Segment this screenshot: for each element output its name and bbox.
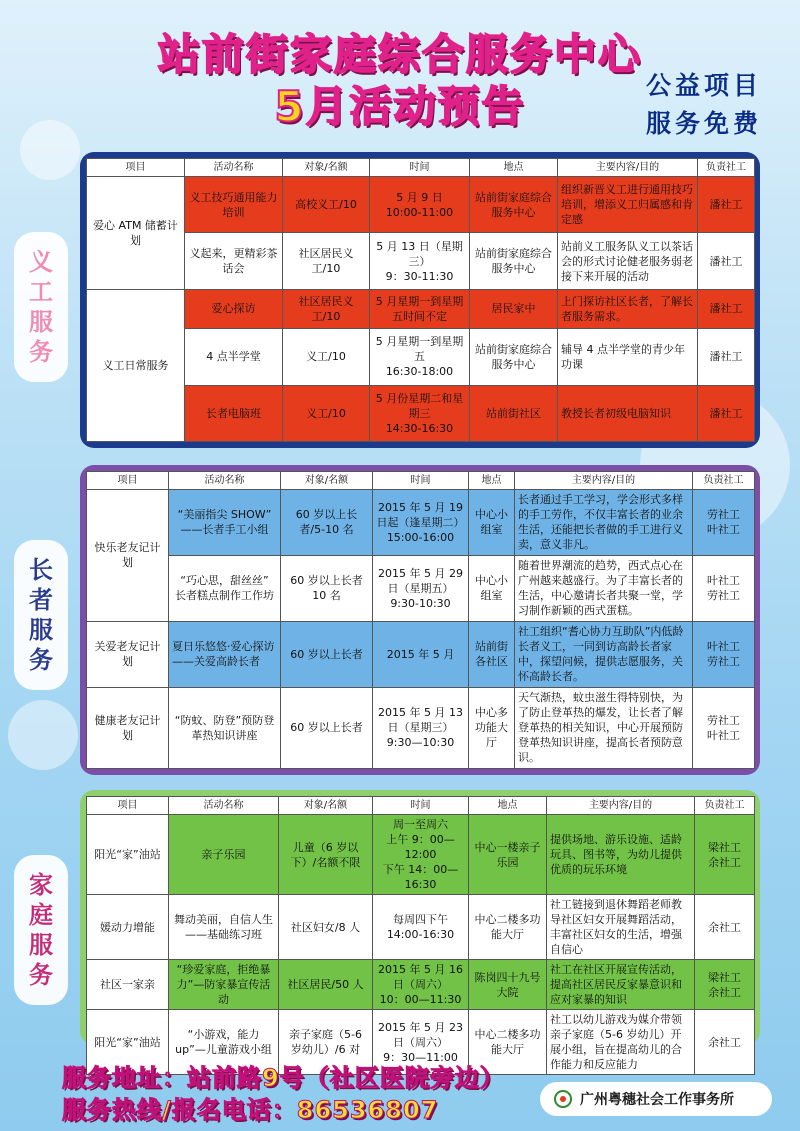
staff-cell: 梁社工 余社工 bbox=[695, 815, 755, 895]
table-row bbox=[87, 385, 755, 441]
place-cell: 中心小组室 bbox=[469, 555, 515, 621]
activity-cell: 舞动美丽，自信人生 ——基础练习班 bbox=[169, 895, 279, 960]
service-hotline: 服务热线/报名电话：86536807 bbox=[62, 1096, 439, 1124]
header-staff: 负责社工 bbox=[693, 472, 755, 490]
staff-cell: 潘社工 bbox=[698, 233, 755, 289]
table-header-row bbox=[87, 797, 755, 815]
target-cell: 社区居民义工/10 bbox=[283, 289, 370, 328]
place-cell: 中心小组室 bbox=[469, 490, 515, 556]
time-cell: 2015 年 5 月 16 日（周六） 10：00—11:30 bbox=[373, 960, 469, 1010]
activity-cell: “巧心思，甜丝丝” 长者糕点制作工作坊 bbox=[169, 555, 281, 621]
project-cell: 义工日常服务 bbox=[87, 289, 185, 441]
content-cell: 站前义工服务队义工以茶话会的形式讨论健老服务弱老接下来开展的活动 bbox=[558, 233, 698, 289]
organization-badge bbox=[540, 1082, 772, 1116]
target-cell: 社区居民/50 人 bbox=[279, 960, 373, 1010]
staff-cell: 潘社工 bbox=[698, 177, 755, 233]
target-cell: 义工/10 bbox=[283, 329, 370, 385]
place-cell: 站前街家庭综合服务中心 bbox=[470, 233, 558, 289]
project-cell: 媛动力增能 bbox=[87, 895, 169, 960]
activity-cell: 长者电脑班 bbox=[185, 385, 283, 441]
header-content: 主要内容/目的 bbox=[547, 797, 695, 815]
project-cell: 社区一家亲 bbox=[87, 960, 169, 1010]
activity-cell: 夏日乐悠悠·爱心探访 ——关爱高龄长者 bbox=[169, 621, 281, 687]
table-row bbox=[87, 687, 755, 768]
header-target: 对象/名额 bbox=[281, 472, 373, 490]
project-cell: 健康老友记计划 bbox=[87, 687, 169, 768]
content-cell: 天气渐热，蚊虫滋生得特别快，为了防止登革热的爆发，让长者了解登革热的相关知识，中心开展预防登革热知识讲座，提高长者预防意识。 bbox=[515, 687, 693, 768]
target-cell: 高校义工/10 bbox=[283, 177, 370, 233]
place-cell: 站前街家庭综合服务中心 bbox=[470, 329, 558, 385]
time-cell: 周一至周六 上午 9：00—12:00 下午 14：00—16:30 bbox=[373, 815, 469, 895]
target-cell: 60 岁以上长者 bbox=[281, 621, 373, 687]
family-table bbox=[86, 796, 755, 1075]
time-cell: 2015 年 5 月 23 日（周六） 9：30—11:00 bbox=[373, 1010, 469, 1075]
staff-cell: 叶社工 劳社工 bbox=[693, 555, 755, 621]
time-cell: 5 月星期一到星期五时间不定 bbox=[370, 289, 470, 328]
table-row bbox=[87, 960, 755, 1010]
time-cell: 2015 年 5 月 29 日（星期五） 9:30-10:30 bbox=[373, 555, 469, 621]
activity-cell: 义起来，更精彩茶话会 bbox=[185, 233, 283, 289]
staff-cell: 潘社工 bbox=[698, 289, 755, 328]
activity-cell: 亲子乐园 bbox=[169, 815, 279, 895]
service-address: 服务地址：站前路9号（社区医院旁边） bbox=[62, 1064, 505, 1092]
place-cell: 居民家中 bbox=[470, 289, 558, 328]
volunteer-table bbox=[86, 158, 755, 442]
header-place: 地点 bbox=[469, 472, 515, 490]
table-row bbox=[87, 621, 755, 687]
header-project: 项目 bbox=[87, 797, 169, 815]
org-logo-icon bbox=[554, 1090, 572, 1108]
header-place: 地点 bbox=[470, 159, 558, 177]
target-cell: 亲子家庭（5-6 岁幼儿）/6 对 bbox=[279, 1010, 373, 1075]
place-cell: 站前街家庭综合服务中心 bbox=[470, 177, 558, 233]
time-cell: 2015 年 5 月 19 日起（逢星期二） 15:00-16:00 bbox=[373, 490, 469, 556]
staff-cell: 叶社工 劳社工 bbox=[693, 621, 755, 687]
content-cell: 辅导 4 点半学堂的青少年功课 bbox=[558, 329, 698, 385]
place-cell: 中心二楼多功能大厅 bbox=[469, 895, 547, 960]
place-cell: 陈岗四十九号大院 bbox=[469, 960, 547, 1010]
activity-cell: 4 点半学堂 bbox=[185, 329, 283, 385]
place-cell: 站前街社区 bbox=[470, 385, 558, 441]
header-time: 时间 bbox=[370, 159, 470, 177]
target-cell: 60 岁以上长者/5-10 名 bbox=[281, 490, 373, 556]
header-activity: 活动名称 bbox=[185, 159, 283, 177]
staff-cell: 劳社工 叶社工 bbox=[693, 687, 755, 768]
header-staff: 负责社工 bbox=[695, 797, 755, 815]
header-content: 主要内容/目的 bbox=[558, 159, 698, 177]
project-cell: 爱心 ATM 储蓄计划 bbox=[87, 177, 185, 290]
table-row bbox=[87, 177, 755, 233]
project-cell: 阳光“家”油站 bbox=[87, 1010, 169, 1075]
header-content: 主要内容/目的 bbox=[515, 472, 693, 490]
table-row bbox=[87, 815, 755, 895]
target-cell: 60 岁以上长者 bbox=[281, 687, 373, 768]
time-cell: 5 月星期一到星期五 16:30-18:00 bbox=[370, 329, 470, 385]
project-cell: 关爱老友记计划 bbox=[87, 621, 169, 687]
content-cell: 社工链接到退休舞蹈老师教导社区妇女开展舞蹈活动，丰富社区妇女的生活，增强自信心 bbox=[547, 895, 695, 960]
project-cell: 阳光“家”油站 bbox=[87, 815, 169, 895]
bg-bubble bbox=[8, 700, 78, 770]
header-place: 地点 bbox=[469, 797, 547, 815]
table-row bbox=[87, 329, 755, 385]
header-activity: 活动名称 bbox=[169, 797, 279, 815]
content-cell: 教授长者初级电脑知识 bbox=[558, 385, 698, 441]
place-cell: 站前街各社区 bbox=[469, 621, 515, 687]
content-cell: 社工以幼儿游戏为媒介带领亲子家庭（5-6 岁幼儿）开展小组，旨在提高幼儿的合作能力和反应能力 bbox=[547, 1010, 695, 1075]
activity-cell: “防蚊、防登”预防登革热知识讲座 bbox=[169, 687, 281, 768]
page-title: 站前街家庭综合服务中心 bbox=[157, 30, 642, 79]
table-row bbox=[87, 289, 755, 328]
section-label-elder: 长者服务 bbox=[14, 540, 68, 690]
place-cell: 中心多功能大厅 bbox=[469, 687, 515, 768]
staff-cell: 余社工 bbox=[695, 1010, 755, 1075]
header-activity: 活动名称 bbox=[169, 472, 281, 490]
free-badge-line2: 服务免费 bbox=[645, 109, 762, 138]
staff-cell: 劳社工 叶社工 bbox=[693, 490, 755, 556]
table-row bbox=[87, 490, 755, 556]
header-target: 对象/名额 bbox=[283, 159, 370, 177]
volunteer-panel bbox=[80, 152, 760, 448]
activity-cell: “珍爱家庭，拒绝暴力”—防家暴宣传活动 bbox=[169, 960, 279, 1010]
header-time: 时间 bbox=[373, 472, 469, 490]
time-cell: 2015 年 5 月 13 日（星期三） 9:30—10:30 bbox=[373, 687, 469, 768]
table-row bbox=[87, 233, 755, 289]
content-cell: 长者通过手工学习，学会形式多样的手工劳作，不仅丰富长者的业余生活，还能把长者做的手工进行义卖，意义非凡。 bbox=[515, 490, 693, 556]
section-label-family: 家庭服务 bbox=[14, 855, 68, 1005]
time-cell: 5 月份星期二和星期三 14:30-16:30 bbox=[370, 385, 470, 441]
header-project: 项目 bbox=[87, 159, 185, 177]
staff-cell: 梁社工 余社工 bbox=[695, 960, 755, 1010]
section-label-volunteer: 义工服务 bbox=[14, 232, 68, 382]
target-cell: 社区居民义工/10 bbox=[283, 233, 370, 289]
activity-cell: “小游戏，能力 up”—儿童游戏小组 bbox=[169, 1010, 279, 1075]
table-row bbox=[87, 555, 755, 621]
content-cell: 社工在社区开展宣传活动，提高社区居民反家暴意识和应对家暴的知识 bbox=[547, 960, 695, 1010]
time-cell: 5 月 13 日（星期三） 9：30-11:30 bbox=[370, 233, 470, 289]
staff-cell: 潘社工 bbox=[698, 329, 755, 385]
header-time: 时间 bbox=[373, 797, 469, 815]
activity-cell: 义工技巧通用能力培训 bbox=[185, 177, 283, 233]
time-cell: 每周四下午 14:00-16:30 bbox=[373, 895, 469, 960]
content-cell: 随着世界潮流的趋势，西式点心在广州越来越盛行。为了丰富长者的生活，中心邀请长者共聚一堂，学习制作新颖的西式蛋糕。 bbox=[515, 555, 693, 621]
target-cell: 60 岁以上长者 10 名 bbox=[281, 555, 373, 621]
content-cell: 组织新晋义工进行通用技巧培训，增添义工归属感和肯定感 bbox=[558, 177, 698, 233]
staff-cell: 潘社工 bbox=[698, 385, 755, 441]
content-cell: 提供场地、游乐设施、适龄玩具、图书等，为幼儿提供优质的玩乐环境 bbox=[547, 815, 695, 895]
place-cell: 中心一楼亲子乐园 bbox=[469, 815, 547, 895]
table-header-row bbox=[87, 159, 755, 177]
elder-table bbox=[86, 471, 755, 769]
header-project: 项目 bbox=[87, 472, 169, 490]
activity-cell: 爱心探访 bbox=[185, 289, 283, 328]
elder-panel bbox=[80, 465, 760, 775]
table-header-row bbox=[87, 472, 755, 490]
place-cell: 中心二楼多功能大厅 bbox=[469, 1010, 547, 1075]
page-subtitle: 5月活动预告 bbox=[274, 82, 526, 131]
staff-cell: 余社工 bbox=[695, 895, 755, 960]
time-cell: 5 月 9 日 10:00-11:00 bbox=[370, 177, 470, 233]
target-cell: 社区妇女/8 人 bbox=[279, 895, 373, 960]
table-row bbox=[87, 895, 755, 960]
family-panel bbox=[80, 790, 760, 1071]
header-target: 对象/名额 bbox=[279, 797, 373, 815]
free-badge-line1: 公益项目 bbox=[645, 71, 762, 100]
project-cell: 快乐老友记计划 bbox=[87, 490, 169, 622]
header-staff: 负责社工 bbox=[698, 159, 755, 177]
target-cell: 儿童（6 岁以下）/名额不限 bbox=[279, 815, 373, 895]
content-cell: 社工组织“耆心协力互助队”内低龄长者义工，一同到访高龄长者家中，探望问候，提供志愿服务，关怀高龄长者。 bbox=[515, 621, 693, 687]
activity-cell: “美丽指尖 SHOW” ——长者手工小组 bbox=[169, 490, 281, 556]
time-cell: 2015 年 5 月 bbox=[373, 621, 469, 687]
content-cell: 上门探访社区长者，了解长者服务需求。 bbox=[558, 289, 698, 328]
target-cell: 义工/10 bbox=[283, 385, 370, 441]
organization-name: 广州粤穗社会工作事务所 bbox=[580, 1092, 734, 1108]
